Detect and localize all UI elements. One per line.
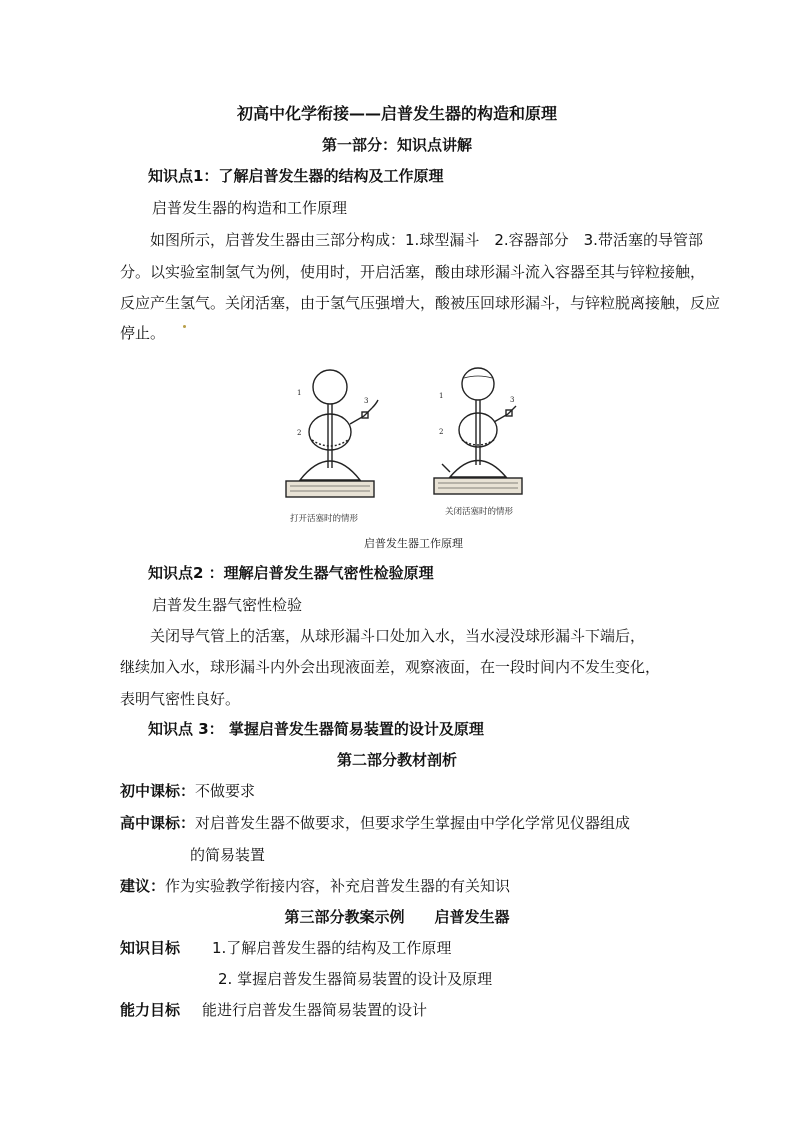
kp1-para-line: 如图所示，启普发生器由三部分构成：1.球型漏斗 2.容器部分 3.带活塞的导管部 [150, 231, 703, 249]
label-3: 3 [364, 397, 369, 405]
kp1-heading: 知识点1：了解启普发生器的结构及工作原理 [148, 167, 444, 185]
part3-heading: 第三部分教案示例 启普发生器 [284, 908, 510, 926]
stray-dot [183, 325, 186, 328]
label-3-right: 3 [510, 396, 515, 404]
kp2-para-line: 表明气密性良好。 [120, 690, 241, 708]
kp3-heading: 知识点 3： 掌握启普发生器简易装置的设计及原理 [148, 720, 484, 738]
kp1-para-line: 停止。 [120, 324, 166, 342]
senior-text: 对启普发生器不做要求，但要求学生掌握由中学化学常见仪器组成 [195, 814, 631, 832]
right-caption: 关闭活塞时的情形 [445, 507, 514, 517]
suggest-label: 建议： [120, 877, 166, 895]
part2-heading: 第二部分教材剖析 [336, 751, 457, 769]
junior-standard [120, 780, 255, 801]
label-1-right: 1 [439, 392, 444, 400]
knowledge-goal-item: 2. 掌握启普发生器简易装置的设计及原理 [218, 970, 493, 988]
kp1-para-line: 反应产生氢气。关闭活塞，由于氢气压强增大，酸被压回球形漏斗，与锌粒脱离接触，反应 [120, 294, 721, 312]
label-1: 1 [297, 389, 302, 397]
page-title: 初高中化学衔接——启普发生器的构造和原理 [236, 104, 557, 123]
kp2-para-line: 继续加入水，球形漏斗内外会出现液面差，观察液面，在一段时间内不发生变化， [120, 658, 661, 676]
kp1-para-line: 分。以实验室制氢气为例，使用时，开启活塞，酸由球形漏斗流入容器至其与锌粒接触， [120, 263, 706, 281]
label-2-right: 2 [439, 428, 444, 436]
apparatus-closed [434, 368, 522, 494]
knowledge-goal-label: 知识目标 [120, 939, 181, 957]
kp2-subheading: 启普发生器气密性检验 [152, 596, 303, 614]
figure-caption: 启普发生器工作原理 [364, 537, 463, 550]
junior-text: 不做要求 [195, 782, 256, 800]
left-caption: 打开活塞时的情形 [290, 514, 359, 524]
suggestion [120, 875, 510, 896]
senior-text-continued: 的简易装置 [190, 846, 266, 864]
part1-heading: 第一部分：知识点讲解 [321, 136, 472, 154]
kp2-heading: 知识点2 ：理解启普发生器气密性检验原理 [148, 564, 434, 582]
kipp-apparatus-figure [280, 360, 530, 530]
kp1-subheading: 启普发生器的构造和工作原理 [152, 199, 348, 217]
senior-label: 高中课标： [120, 814, 196, 832]
ability-goal-text: 能进行启普发生器简易装置的设计 [202, 1001, 428, 1019]
knowledge-goal-item: 1.了解启普发生器的结构及工作原理 [212, 939, 452, 957]
senior-standard [120, 812, 630, 833]
ability-goal-label: 能力目标 [120, 1001, 181, 1019]
label-2: 2 [297, 429, 302, 437]
kp2-para-line: 关闭导气管上的活塞，从球形漏斗口处加入水，当水浸没球形漏斗下端后， [150, 627, 646, 645]
junior-label: 初中课标： [120, 782, 196, 800]
suggest-text: 作为实验教学衔接内容，补充启普发生器的有关知识 [165, 877, 511, 895]
